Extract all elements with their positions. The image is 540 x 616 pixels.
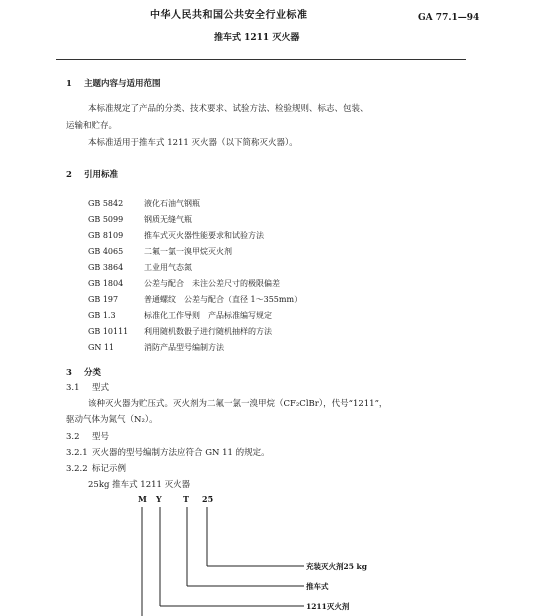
section-1-para-2: 本标准适用于推车式 1211 灭火器（以下简称灭火器）。 [88, 138, 298, 148]
reference-item: GB 1804 公差与配合 未注公差尺寸的极限偏差 [88, 279, 280, 288]
reference-item: GB 5842 液化石油气钢瓶 [88, 199, 200, 208]
section-3-2-2-heading: 3.2.2 标记示例 [66, 464, 127, 474]
label-cart-type: 推车式 [306, 582, 329, 591]
document-title: 推车式 1211 灭火器 [214, 33, 300, 43]
reference-item: GB 197 普通螺纹 公差与配合（直径 1～355mm） [88, 295, 303, 304]
section-1-heading: 1 主题内容与适用范围 [66, 79, 161, 89]
standard-code: GA 77.1—94 [418, 13, 480, 23]
code-number-25: 25 [202, 494, 214, 504]
section-3-1-line-2: 驱动气体为氮气（N₂）。 [66, 415, 158, 425]
section-2-heading: 2 引用标准 [66, 170, 119, 180]
code-letter-m: M [138, 494, 147, 504]
marking-example-text: 25kg 推车式 1211 灭火器 [88, 480, 191, 490]
reference-item: GB 4065 二氟一氯一溴甲烷灭火剂 [88, 247, 232, 256]
code-letter-y: Y [156, 494, 162, 504]
section-1-para-1-line-1: 本标准规定了产品的分类、技术要求、试验方法、检验规则、标志、包装、 [88, 104, 369, 114]
label-fill-amount: 充装灭火剂25 kg [306, 562, 367, 571]
section-3-1-heading: 3.1 型式 [66, 383, 110, 393]
reference-item: GB 3864 工业用气态氮 [88, 263, 192, 272]
reference-item: GB 1.3 标准化工作导则 产品标准编写规定 [88, 311, 272, 320]
section-3-1-line-1: 该种灭火器为贮压式。灭火剂为二氟一氯一溴甲烷（CF₂ClBr），代号“1211”， [88, 399, 388, 409]
reference-item: GB 5099 钢质无缝气瓶 [88, 215, 192, 224]
section-3-heading: 3 分类 [66, 368, 102, 378]
section-3-2-heading: 3.2 型号 [66, 432, 110, 442]
code-letter-t: T [183, 494, 189, 504]
reference-item: GB 10111 利用随机数骰子进行随机抽样的方法 [88, 327, 272, 336]
label-extinguishing-agent: 1211灭火剂 [306, 602, 350, 611]
standard-org-title: 中华人民共和国公共安全行业标准 [150, 10, 308, 21]
reference-item: GN 11 消防产品型号编制方法 [88, 343, 224, 352]
section-1-para-1-line-2: 运输和贮存。 [66, 121, 118, 131]
section-3-2-1: 3.2.1 灭火器的型号编制方法应符合 GN 11 的规定。 [66, 448, 270, 458]
reference-item: GB 8109 推车式灭火器性能要求和试验方法 [88, 231, 264, 240]
